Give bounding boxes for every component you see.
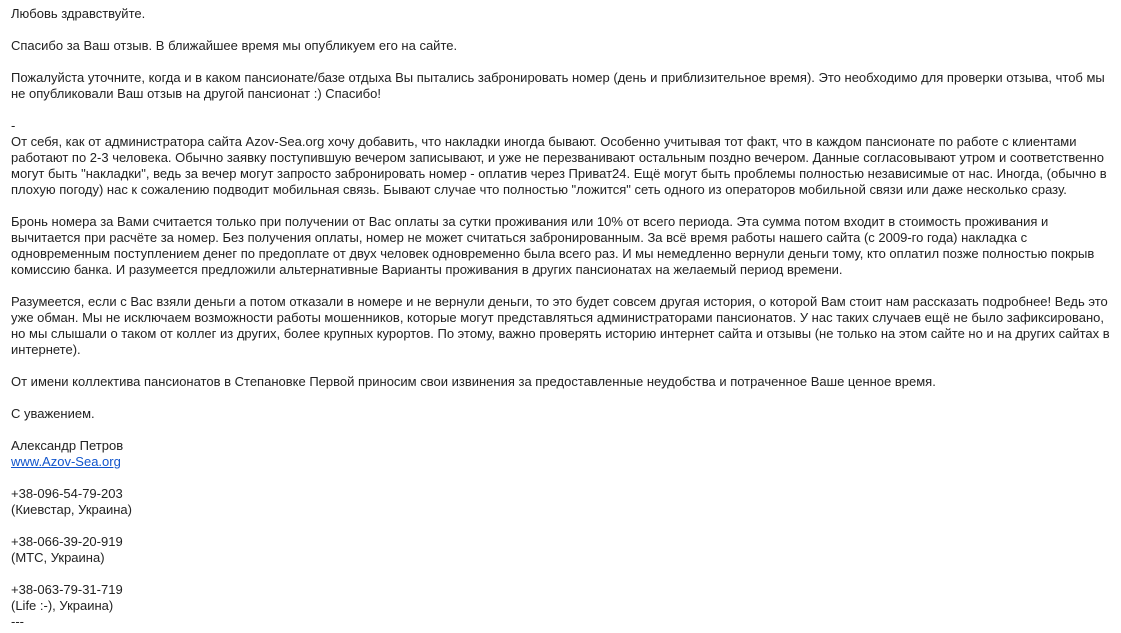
thanks-text: Спасибо за Ваш отзыв. В ближайшее время мы опубликуем его на сайте. — [11, 38, 458, 53]
greeting-text: Любовь здравствуйте. — [11, 6, 146, 21]
fraud-warning-text: Разумеется, если с Вас взяли деньги а потом отказали в номере и не вернули деньги, то это будет совсем другая история, о которой Вам стоит нам рассказать подробнее! Ведь это уже обман. Мы не исключаем возможности работы мошенников, которые могут представляться администраторами пансионатов. У нас таких случаев ещё не было зафиксировано, но мы слышали о таком от коллег из других, более крупных курортов. По этому, важно проверять историю интернет сайта и отзывы (не только на этом сайте но и на других сайтах в интернете). — [11, 294, 1110, 357]
phone-block-1 — [11, 486, 1111, 518]
admin-note-text: От себя, как от администратора сайта Azov-Sea.org хочу добавить, что накладки иногда бывают. Особенно учитывая тот факт, что в каждом пансионате по работе с клиентами работают по 2-3 человека. Обычно заявку поступившую вечером записывают, и уже не перезванивают остальным поздно вечером. Данные согласовывают утром и соответственно могут быть "накладки", ведь за вечер могут запросто забронировать номер - оплатив через Приват24. Ещё могут быть проблемы полностью независимые от нас. Иногда, (обычно в плохую погоду) нас к сожалению подводит мобильная связь. Бывают случае что полностью "ложится" сеть одного из операторов мобильной связи или даже несколько сразу. — [11, 134, 1107, 197]
phone-number: +38-066-39-20-919 — [11, 534, 123, 549]
apology-text: От имени коллектива пансионатов в Степановке Первой приносим свои извинения за предоставленные неудобства и потраченное Ваше ценное время. — [11, 374, 936, 389]
phone-number: +38-096-54-79-203 — [11, 486, 123, 501]
signature-name: Александр Петров — [11, 438, 124, 453]
signature-block — [11, 438, 1111, 470]
phone-operator: (МТС, Украина) — [11, 550, 105, 565]
booking-policy-text: Бронь номера за Вами считается только при получении от Вас оплаты за сутки проживания или 10% от всего периода. Эта сумма потом входит в стоимость проживания и вычитается при расчёте за номер. Без получения оплаты, номер не может считаться забронированным. За всё время работы нашего сайта (с 2009-го года) накладка с одновременным поступлением денег по предоплате от двух человек одновременно была всего раз. И мы немедленно вернули деньги тому, кто оплатил позже полностью покрыв комиссию банка. И разумеется предложили альтернативные Варианты проживания в других пансионатах на желаемый период времени. — [11, 214, 1095, 277]
website-link[interactable]: www.Azov-Sea.org — [11, 454, 121, 469]
closing-text: С уважением. — [11, 406, 95, 421]
phone-operator: (Life :-), Украина) — [11, 598, 114, 613]
signature-trailer: --- — [11, 614, 24, 629]
phone-number: +38-063-79-31-719 — [11, 582, 123, 597]
phone-operator: (Киевстар, Украина) — [11, 502, 132, 517]
phone-block-2 — [11, 534, 1111, 566]
request-text: Пожалуйста уточните, когда и в каком пансионате/базе отдыха Вы пытались забронировать номер (день и приблизительное время). Это необходимо для проверки отзыва, чтоб мы не опубликовали Ваш отзыв на другой пансионат :) Спасибо! — [11, 70, 1105, 101]
phone-block-3 — [11, 582, 1111, 614]
separator-text: - — [11, 118, 16, 133]
